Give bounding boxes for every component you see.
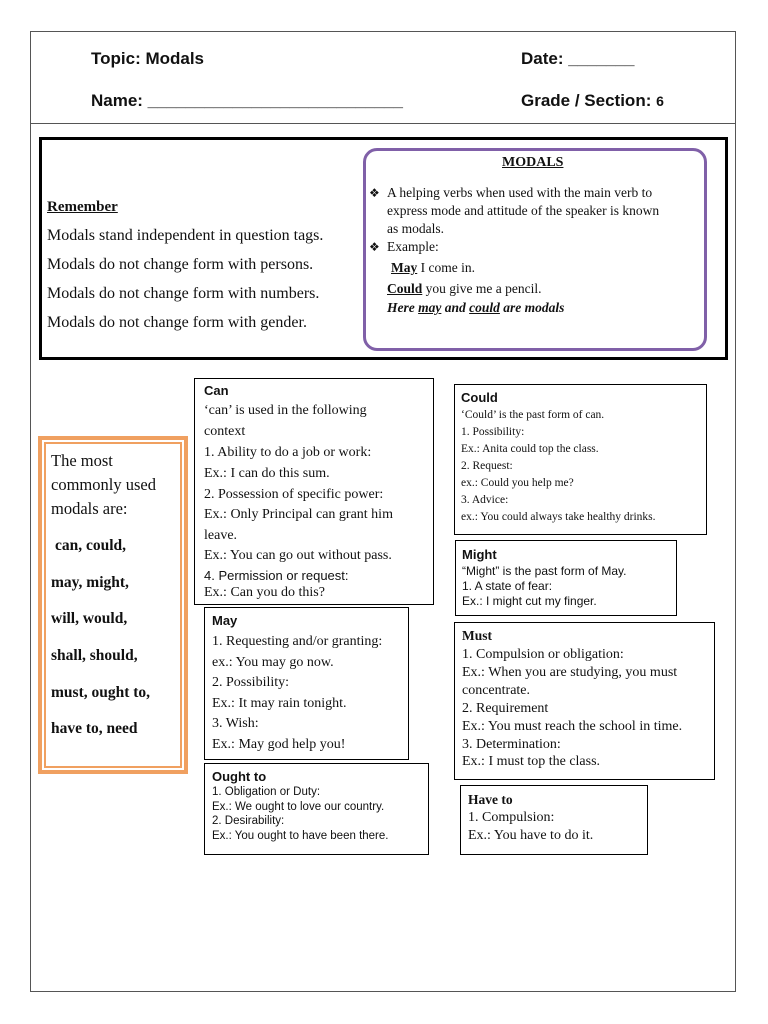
remember-line: Modals stand independent in question tags. [47, 227, 324, 244]
ought-to-title: Ought to [212, 769, 267, 784]
must-line: 1. Compulsion or obligation: [462, 647, 624, 662]
note-text: are modals [499, 300, 565, 315]
date-field: Date: _______ [521, 49, 635, 68]
can-line: 4. Permission or request: [204, 568, 349, 583]
must-line: 3. Determination: [462, 737, 561, 752]
example-could-modal: Could [387, 281, 423, 296]
could-line: 2. Request: [461, 460, 513, 472]
have-to-line: Ex.: You have to do it. [468, 828, 594, 843]
can-line: Ex.: You can go out without pass. [204, 548, 392, 563]
remember-line: Modals do not change form with gender. [47, 314, 307, 331]
note-could: could [469, 300, 500, 315]
can-line: Ex.: Only Principal can grant him [204, 507, 393, 522]
common-modal-list: will, would, [51, 610, 128, 627]
may-line: 2. Possibility: [212, 675, 290, 690]
common-intro-line: commonly used [51, 475, 156, 494]
must-line: concentrate. [462, 683, 531, 698]
could-line: 3. Advice: [461, 494, 509, 506]
common-intro-line: modals are: [51, 499, 128, 518]
remember-line: Modals do not change form with numbers. [47, 285, 320, 302]
can-line: leave. [204, 528, 238, 543]
can-line: ‘can’ is used in the following [204, 403, 367, 418]
may-line: 1. Requesting and/or granting: [212, 634, 383, 649]
example-could [387, 281, 542, 297]
might-line: “Might” is the past form of May. [462, 564, 627, 578]
common-modal-list: shall, should, [51, 647, 138, 664]
must-line: Ex.: When you are studying, you must [462, 665, 678, 680]
ought-to-line: Ex.: You ought to have been there. [212, 830, 389, 842]
may-line: 3. Wish: [212, 716, 259, 731]
note-text: Here [387, 300, 419, 315]
can-line: context [204, 424, 246, 439]
note-text: and [441, 300, 470, 315]
could-line: Ex.: Anita could top the class. [461, 443, 599, 455]
note-may: may [418, 300, 442, 315]
common-modal-list: must, ought to, [51, 684, 151, 701]
may-line: ex.: You may go now. [212, 655, 334, 670]
common-modal-list: have to, need [51, 720, 138, 737]
may-title: May [212, 613, 238, 628]
definition-line: as modals. [387, 221, 444, 236]
ought-to-line: Ex.: We ought to love our country. [212, 801, 385, 813]
can-line: Ex.: I can do this sum. [204, 466, 330, 481]
name-field: Name: ___________________________ [91, 91, 403, 110]
could-title: Could [461, 390, 498, 405]
could-line: ex.: You could always take healthy drinks. [461, 511, 656, 523]
common-modal-list: can, could, [55, 537, 127, 554]
ought-to-line: 2. Desirability: [212, 815, 285, 827]
must-line: Ex.: I must top the class. [462, 754, 601, 769]
remember-line: Modals do not change form with persons. [47, 256, 314, 273]
can-line: Ex.: Can you do this? [204, 585, 325, 600]
remember-title: Remember [47, 199, 118, 215]
example-label: Example: [387, 239, 439, 254]
example-could-rest: you give me a pencil. [422, 281, 542, 296]
might-title: Might [462, 547, 497, 562]
can-title: Can [204, 383, 229, 398]
diamond-bullet-icon: ❖ [369, 240, 380, 254]
grade-section-label: Grade / Section: [521, 91, 652, 110]
common-intro-line: The most [51, 451, 113, 470]
can-line: 1. Ability to do a job or work: [204, 445, 372, 460]
common-modal-list: may, might, [51, 574, 129, 591]
modals-title: MODALS [502, 155, 564, 170]
may-line: Ex.: May god help you! [212, 737, 346, 752]
grade-section-field [521, 91, 664, 111]
ought-to-line: 1. Obligation or Duty: [212, 786, 321, 798]
definition-line: express mode and attitude of the speaker is known [387, 203, 660, 218]
must-title: Must [462, 628, 492, 643]
have-to-line: 1. Compulsion: [468, 810, 555, 825]
example-may-rest: I come in. [417, 260, 475, 275]
diamond-bullet-icon: ❖ [369, 186, 380, 200]
can-line: 2. Possession of specific power: [204, 487, 384, 502]
topic-heading: Topic: Modals [91, 49, 205, 68]
could-line: 1. Possibility: [461, 426, 525, 438]
must-line: 2. Requirement [462, 701, 549, 716]
could-line: ‘Could’ is the past form of can. [461, 409, 605, 421]
example-may-modal: May [391, 260, 418, 275]
header-divider [30, 123, 736, 124]
could-line: ex.: Could you help me? [461, 477, 574, 489]
might-line: Ex.: I might cut my finger. [462, 594, 597, 608]
must-line: Ex.: You must reach the school in time. [462, 719, 683, 734]
might-line: 1. A state of fear: [462, 579, 553, 593]
grade-section-value: 6 [656, 93, 664, 109]
definition-line: A helping verbs when used with the main verb to [387, 185, 653, 200]
example-may [391, 260, 475, 276]
example-note [387, 300, 564, 316]
have-to-title: Have to [468, 792, 513, 807]
may-line: Ex.: It may rain tonight. [212, 696, 347, 711]
